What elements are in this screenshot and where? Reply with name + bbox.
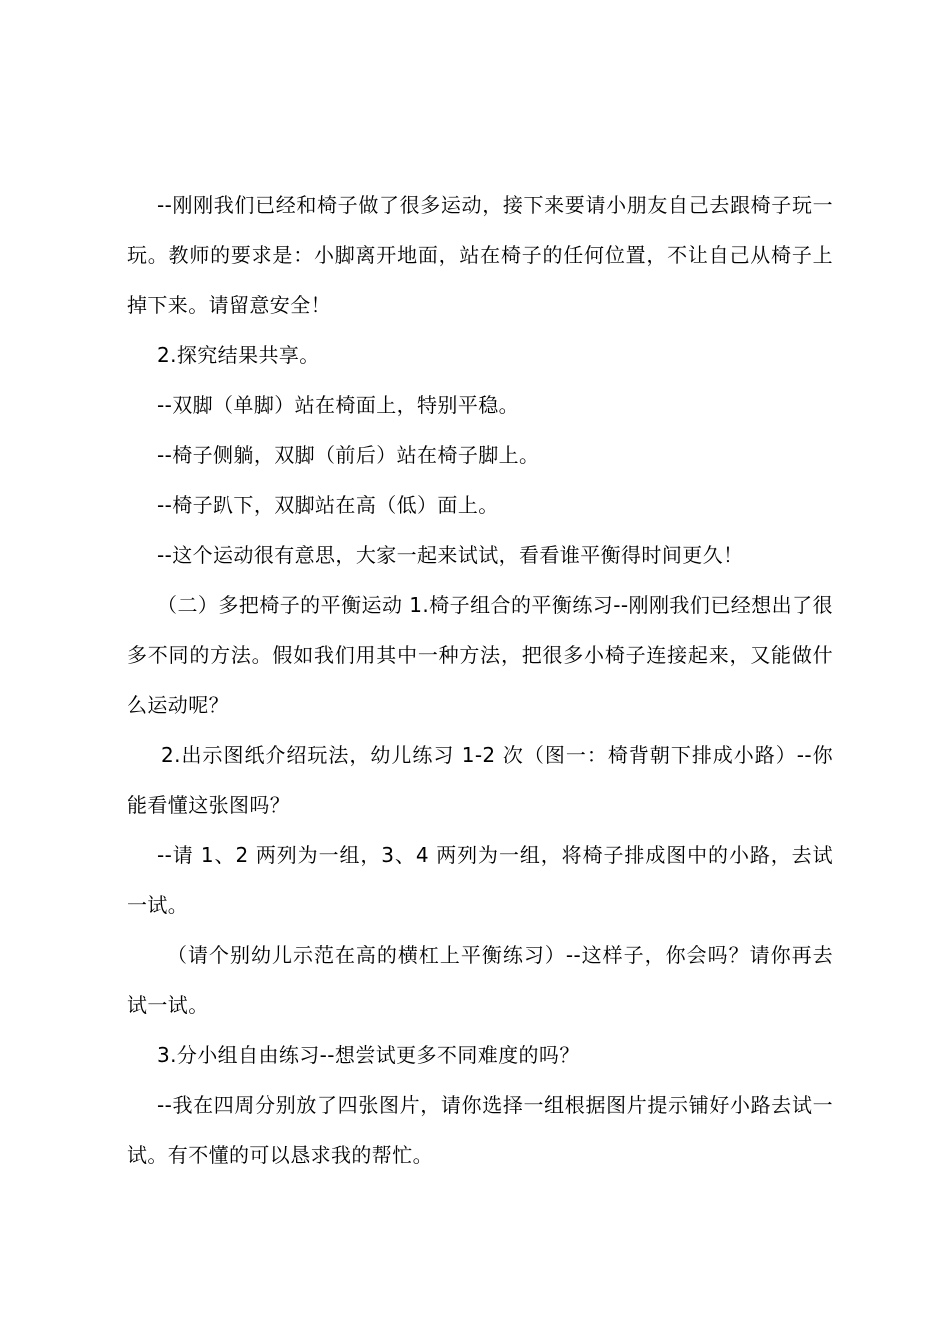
- paragraph-try-together: --这个运动很有意思，大家一起来试试，看看谁平衡得时间更久！: [157, 543, 744, 567]
- paragraph-four-pictures: --我在四周分别放了四张图片，请你选择一组根据图片提示铺好小路去试一试。有不懂的可以恳求我的帮忙。: [127, 1093, 833, 1167]
- paragraph-show-diagram: 2.出示图纸介绍玩法，幼儿练习 1-2 次（图一：椅背朝下排成小路）--你能看懂这张图吗？: [127, 743, 833, 817]
- paragraph-intro: --刚刚我们已经和椅子做了很多运动，接下来要请小朋友自己去跟椅子玩一玩。教师的要求是：小脚离开地面，站在椅子的任何位置，不让自己从椅子上掉下来。请留意安全！: [127, 193, 833, 317]
- paragraph-demonstration: （请个别幼儿示范在高的横杠上平衡练习）--这样子，你会吗？请你再去试一试。: [127, 943, 833, 1017]
- paragraph-heading-free-practice: 3.分小组自由练习--想尝试更多不同难度的吗？: [157, 1043, 580, 1067]
- paragraph-item-face-down: --椅子趴下，双脚站在高（低）面上。: [157, 493, 499, 517]
- paragraph-group-instructions: --请 1、2 两列为一组，3、4 两列为一组，将椅子排成图中的小路，去试一试。: [127, 843, 833, 917]
- paragraph-section-two: （二）多把椅子的平衡运动 1.椅子组合的平衡练习--刚刚我们已经想出了很多不同的方法。假如我们用其中一种方法，把很多小椅子连接起来，又能做什么运动呢？: [127, 593, 833, 717]
- paragraph-heading-results: 2.探究结果共享。: [157, 343, 320, 367]
- paragraph-item-both-feet: --双脚（单脚）站在椅面上，特别平稳。: [157, 393, 520, 417]
- paragraph-item-side-lying: --椅子侧躺，双脚（前后）站在椅子脚上。: [157, 443, 540, 467]
